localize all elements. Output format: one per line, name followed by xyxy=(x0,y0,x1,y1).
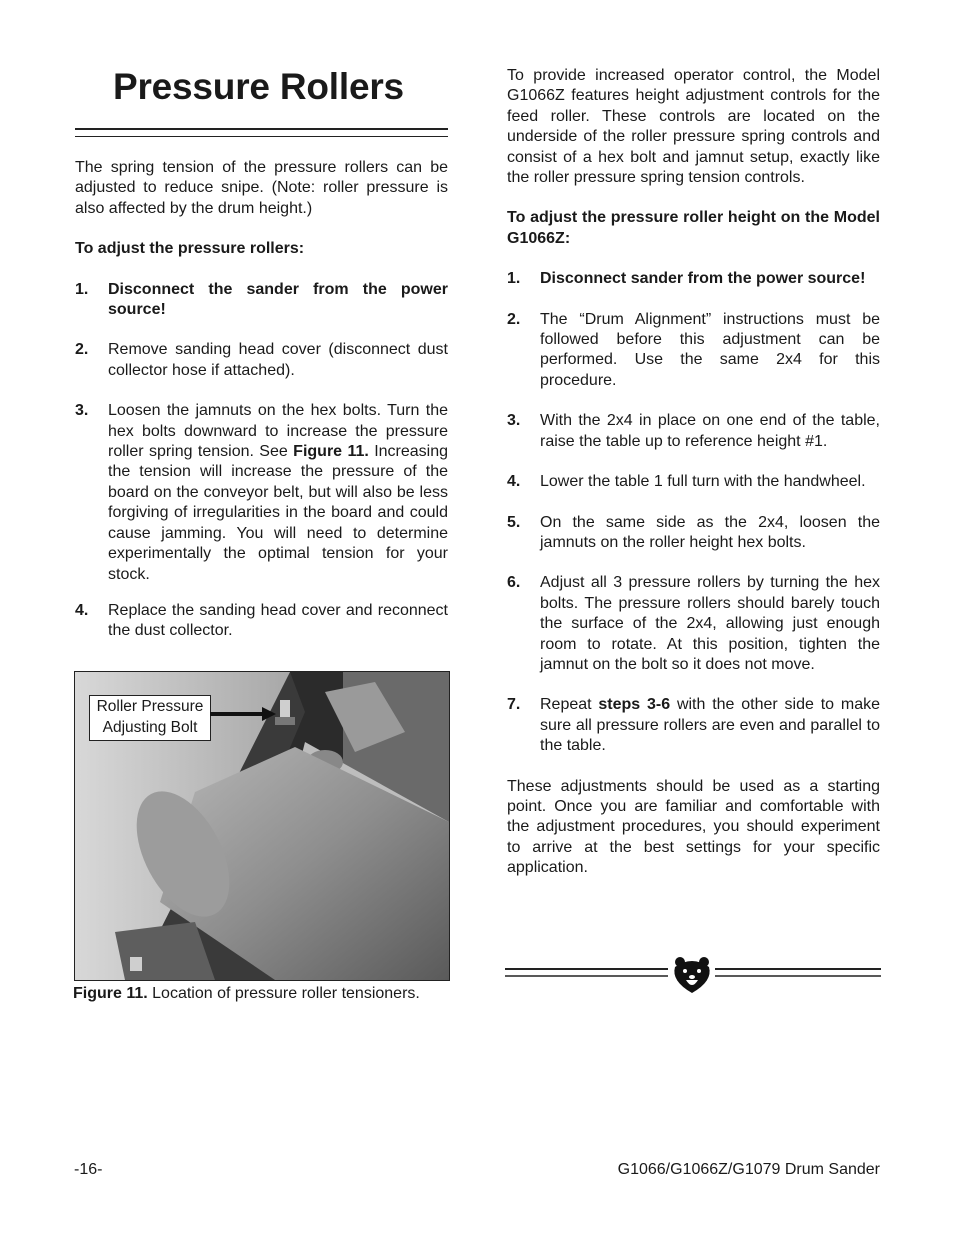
step-2 xyxy=(507,310,880,392)
callout-label: Roller Pressure Adjusting Bolt xyxy=(89,695,211,741)
step-3 xyxy=(75,401,448,585)
callout-arrow-icon xyxy=(210,706,276,722)
step-text: With the 2x4 in place on one end of the table, raise the table up to reference height #1. xyxy=(540,412,880,450)
step-number: 1. xyxy=(75,280,89,298)
intro-paragraph: The spring tension of the pressure rollers can be adjusted to reduce snipe. (Note: roller pressure is also affected by the drum height.) xyxy=(75,159,448,217)
step-4 xyxy=(75,601,448,642)
step-text: Loosen the jamnuts on the hex bolts. Turn the hex bolts downward to increase the pressure roller spring tension. See Figure 11. Increasing the tension will increase the pressure of the board on the conveyor belt, but will also be less forgiving of irregularities in the board and could cause jamming. You will need to determine experimentally the optimal tension for your stock. xyxy=(108,402,449,583)
step-text: Lower the table 1 full turn with the handwheel. xyxy=(540,473,866,491)
step-number: 7. xyxy=(507,696,521,714)
step-text: Remove sanding head cover (disconnect dust collector hose if attached). xyxy=(108,341,448,379)
step-number: 5. xyxy=(507,513,521,531)
bear-logo-icon xyxy=(674,957,709,993)
step-number: 6. xyxy=(507,574,521,592)
step-6 xyxy=(507,573,880,675)
step-number: 4. xyxy=(75,601,89,619)
step-text: On the same side as the 2x4, loosen the jamnuts on the roller height hex bolts. xyxy=(540,513,880,551)
step-1 xyxy=(507,269,880,289)
height-controls-intro: To provide increased operator control, the Model G1066Z features height adjustment controls for the feed roller. These controls are located on the underside of the roller pressure spring controls and consist of a hex bolt and jamnut setup, exactly like the roller pressure spring tension controls. xyxy=(507,67,880,187)
step-text: Disconnect the sander from the power source! xyxy=(108,280,448,319)
figure-caption: Figure 11. Location of pressure roller tensioners. xyxy=(73,985,420,1002)
step-7 xyxy=(507,695,880,756)
step-4 xyxy=(507,472,880,492)
step-text: Replace the sanding head cover and reconnect the dust collector. xyxy=(108,601,448,640)
step-number: 2. xyxy=(507,310,521,328)
step-text: Disconnect sander from the power source! xyxy=(540,270,866,288)
section-end-rule xyxy=(505,955,881,995)
procedure-heading: To adjust the pressure roller height on the Model G1066Z: xyxy=(507,209,880,247)
step-number: 3. xyxy=(507,412,521,430)
step-3 xyxy=(507,411,880,452)
step-text: Repeat steps 3-6 with the other side to make sure all pressure rollers are even and parallel to the table. xyxy=(540,696,880,755)
figure-label: Figure 11. xyxy=(73,985,148,1002)
step-2 xyxy=(75,340,448,381)
manual-title: G1066/G1066Z/G1079 Drum Sander xyxy=(617,1161,880,1178)
step-text: The “Drum Alignment” instructions must be followed before this adjustment can be performed. Use the same 2x4 for this procedure. xyxy=(540,310,880,389)
step-text: Adjust all 3 pressure rollers by turning the hex bolts. The pressure rollers should barely touch the surface of the 2x4, allowing just enough room to rotate. At this position, tighten the jamnut on the bolt so it does not move. xyxy=(540,574,880,673)
title-rule xyxy=(75,128,448,137)
right-column xyxy=(507,66,880,879)
procedure-heading: To adjust the pressure rollers: xyxy=(75,240,305,258)
step-number: 3. xyxy=(75,402,89,420)
closing-paragraph: These adjustments should be used as a starting point. Once you are familiar and comfortable with the adjustment procedures, you should experiment to arrive at the best settings for your specific application. xyxy=(507,777,880,877)
page-number: -16- xyxy=(74,1161,103,1178)
left-column xyxy=(75,60,448,642)
step-5 xyxy=(507,513,880,554)
step-number: 4. xyxy=(507,473,521,491)
step-number: 1. xyxy=(507,270,521,288)
figure-reference: Figure 11. xyxy=(293,443,369,461)
step-1 xyxy=(75,280,448,321)
step-number: 2. xyxy=(75,341,89,359)
page-title: Pressure Rollers xyxy=(113,66,404,107)
steps-reference: steps 3-6 xyxy=(598,696,671,714)
